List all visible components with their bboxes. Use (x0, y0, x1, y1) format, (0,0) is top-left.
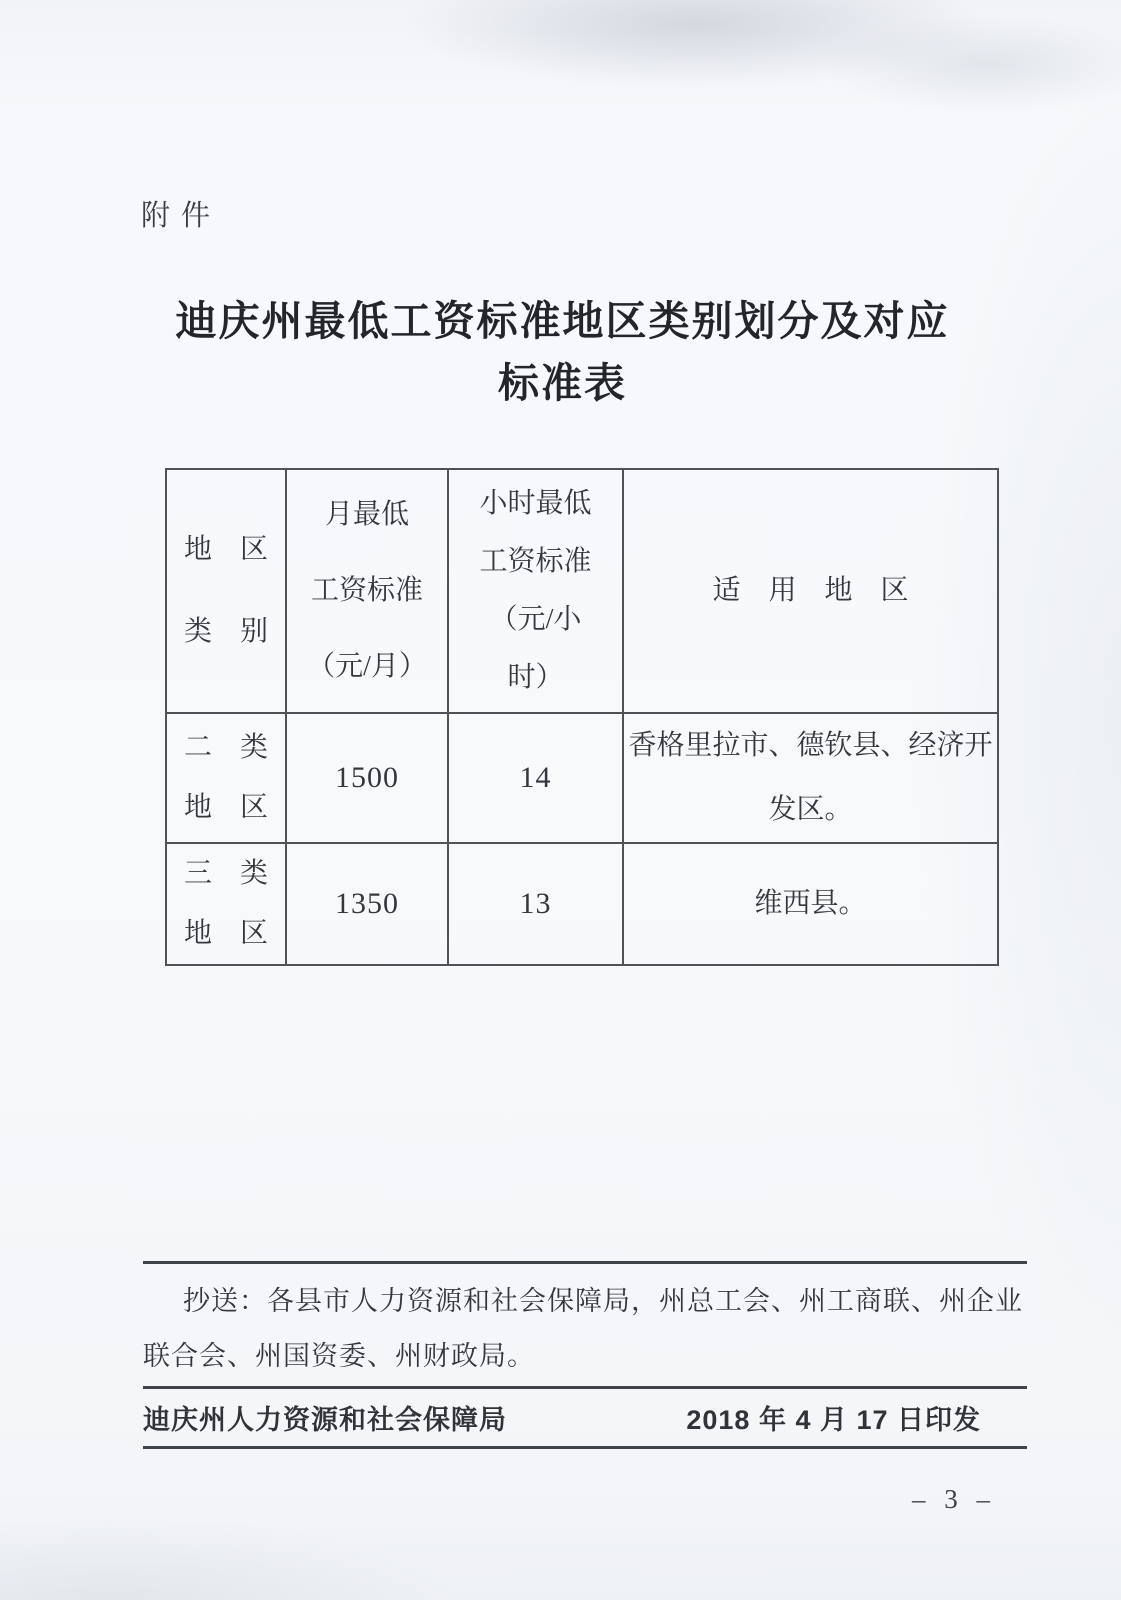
divider-line-bottom (143, 1446, 1027, 1449)
monthly-wage-cell: 1350 (286, 843, 448, 965)
attachment-label: 附件 (141, 200, 222, 232)
applicable-region-cell: 维西县。 (623, 843, 998, 965)
header-applicable-region: 适 用 地 区 (623, 469, 998, 713)
document-title-line1: 迪庆州最低工资标准地区类别划分及对应 (175, 298, 950, 344)
document-title (60, 290, 1065, 414)
table-header-row (166, 469, 998, 713)
hourly-wage-cell: 13 (448, 843, 623, 965)
cc-distribution-line: 抄送：各县市人力资源和社会保障局，州总工会、州工商联、州企业联合会、州国资委、州财政局。 (143, 1286, 1023, 1371)
header-monthly-wage: 月最低 工资标准 （元/月） (286, 469, 448, 713)
applicable-region-cell: 香格里拉市、德钦县、经济开发区。 (623, 713, 998, 843)
divider-line-top (143, 1261, 1027, 1264)
print-date: 2018 年 4 月 17 日印发 (686, 1405, 981, 1435)
page-number: – 3 – (912, 1484, 993, 1514)
document-title-line2: 标准表 (498, 360, 627, 406)
header-hourly-wage: 小时最低 工资标准 （元/小 时） (448, 469, 623, 713)
issuer-name: 迪庆州人力资源和社会保障局 (143, 1405, 507, 1435)
header-region-category: 地 区 类 别 (166, 469, 286, 713)
table-row-class2 (166, 713, 998, 843)
hourly-wage-cell: 14 (448, 713, 623, 843)
monthly-wage-cell: 1500 (286, 713, 448, 843)
table-row-class3 (166, 843, 998, 965)
category-cell: 二 类 地 区 (166, 713, 286, 843)
minimum-wage-table (165, 468, 999, 966)
issuer-row (143, 1389, 1027, 1446)
category-cell: 三 类 地 区 (166, 843, 286, 965)
